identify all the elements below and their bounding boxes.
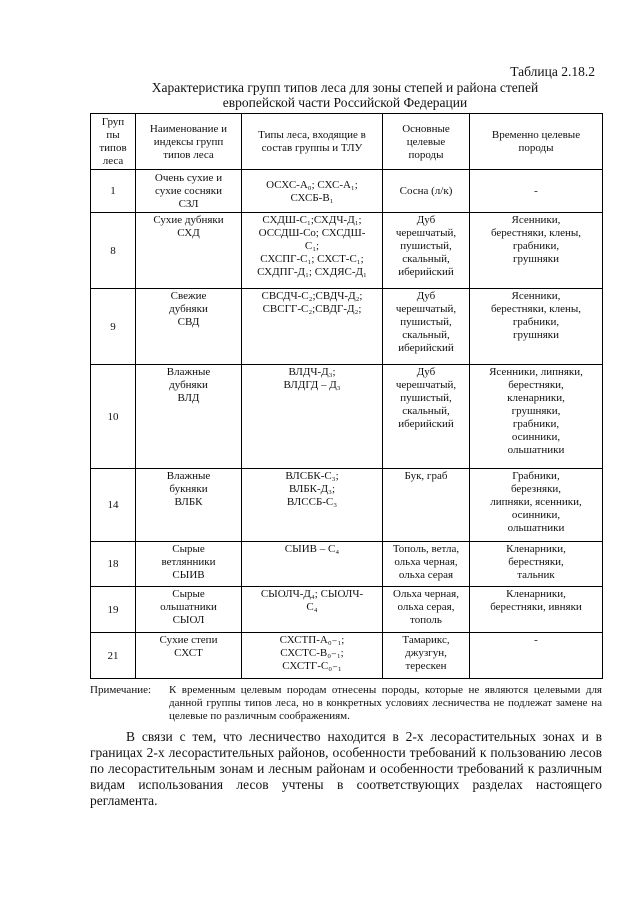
cell-line: Кленарники, [506,588,566,600]
cell-main [383,469,470,542]
cell-line: СХСБ-В₁ [290,191,334,204]
cell-line: - [534,185,538,197]
cell-line: СХСТ [174,647,203,659]
table-row [91,587,603,633]
cell-line: СВД [177,316,200,328]
cell-name [136,170,242,213]
cell-line: Очень сухие и [154,172,223,184]
cell-name [136,365,242,469]
column-header-line: Наименование и [149,122,228,135]
cell-temp [470,289,603,365]
cell-line: иберийский [398,418,454,430]
cell-temp [470,365,603,469]
cell-line: терескен [405,660,447,672]
cell-line: С₁; [304,240,320,252]
cell-line: Тамарикс, [402,634,450,646]
cell-line: ВЛДГД – Д₃ [283,379,341,391]
cell-types [242,289,383,365]
cell-line: СЫИВ – С₄ [284,543,340,555]
cell-main [383,170,470,213]
cell-num: 8 [91,213,136,289]
cell-name [136,469,242,542]
cell-line: букняки [169,483,208,495]
cell-line: СХСТС-В₀₋₁; [280,647,344,659]
note-label: Примечание: [90,684,152,696]
table-header-row [91,114,603,170]
table-row [91,365,603,469]
column-header-line: породы [518,142,554,154]
note-text: К временным целевым породам отнесены породы, которые не являются целевыми для данной группы типов леса, но в конкретных условиях лесничества не подлежат замене на целевые по различным соображениям. [169,684,602,722]
table-row [91,170,603,213]
cell-line: Ясенники, [511,290,561,302]
column-header-line: Типы леса, входящие в [258,129,366,141]
cell-main [383,633,470,679]
cell-line: осинники, [511,509,561,521]
cell-name [136,633,242,679]
cell-num: 1 [91,170,136,213]
table-row [91,213,603,289]
cell-line: СХДПГ-Д₁; СХДЯС-Д₁ [257,266,367,278]
cell-line: грабники, [512,316,560,328]
cell-line: пушистый, [400,392,452,404]
cell-line: Грабники, [512,470,560,482]
cell-main [383,213,470,289]
column-header [136,114,242,170]
cell-line: Кленарники, [506,543,566,555]
cell-line: грушняки, [511,405,561,417]
cell-line: берестняки, клены, [490,227,582,239]
cell-line: СЫИВ [172,569,205,581]
table-title-line: европейской части Российской Федерации [222,95,468,110]
cell-types [242,170,383,213]
cell-line: СВСДЧ-С₂;СВДЧ-Д₂; [261,290,363,302]
table-number: Таблица 2.18.2 [510,64,595,79]
table-row [91,289,603,365]
cell-line: скальный, [402,329,450,341]
cell-num: 19 [91,587,136,633]
cell-line: ветлянники [161,556,216,568]
cell-line: черешчатый, [395,303,457,315]
cell-line: джузгун, [405,647,447,659]
cell-line: пушистый, [400,240,452,252]
cell-types [242,542,383,587]
table-row [91,469,603,542]
cell-line: дубняки [169,379,208,391]
cell-name [136,542,242,587]
cell-line: Сухие степи [159,634,218,646]
column-header [242,114,383,170]
cell-main [383,289,470,365]
column-header-line: целевые [406,135,446,148]
table-row [91,542,603,587]
cell-line: СХСТГ-С₀₋₁ [282,660,342,672]
cell-line: СЫОЛЧ-Д₄; СЫОЛЧ- [260,588,364,600]
cell-line: пушистый, [400,316,452,328]
cell-line: тополь [410,614,442,626]
cell-types [242,213,383,289]
cell-line: ВЛДЧ-Д₃; [288,366,336,378]
cell-line: ВЛД [177,392,200,404]
cell-line: скальный, [402,405,450,417]
cell-line: Сырые [172,588,205,600]
cell-num: 14 [91,469,136,542]
cell-line: грушняки [512,329,559,341]
cell-line: СХД [177,227,200,239]
column-header [470,114,603,170]
cell-line: ольха черная, [394,556,458,568]
column-header-line: Временно целевые [491,129,581,141]
cell-main [383,587,470,633]
cell-num: 18 [91,542,136,587]
column-header-line: состав группы и ТЛУ [261,142,363,154]
cell-line: сухие сосняки [155,185,222,197]
cell-temp [470,542,603,587]
cell-line: Дуб [416,366,436,378]
cell-line: - [534,634,538,646]
cell-name [136,587,242,633]
cell-name [136,213,242,289]
cell-temp [470,587,603,633]
cell-line: грушняки [512,253,559,265]
cell-line: грабники, [512,240,560,252]
cell-line: липняки, ясенники, [490,496,582,508]
column-header-line: индексы групп [153,135,224,148]
cell-temp [470,469,603,542]
column-header-line: породы [408,148,444,161]
cell-line: кленарники, [507,392,565,404]
cell-line: Тополь, ветла, [392,543,460,555]
cell-line: Влажные [166,470,211,482]
cell-line: Свежие [170,290,207,302]
column-header-line: Груп [101,116,125,128]
cell-line: ольшатники [507,522,565,534]
column-header-line: типов [99,142,127,154]
cell-types [242,469,383,542]
table-row [91,633,603,679]
cell-line: Дуб [416,290,436,302]
cell-line: грабники, [512,418,560,430]
cell-temp [470,633,603,679]
cell-line: Ясенники, [511,214,561,226]
cell-line: ольшатники [507,444,565,456]
cell-line: Влажные [166,366,211,378]
column-header [91,114,136,170]
cell-main [383,542,470,587]
cell-line: ОСХС-А₀; СХС-А₁; [266,178,358,191]
cell-line: ВЛССБ-С₃ [286,496,338,508]
cell-temp [470,170,603,213]
cell-line: иберийский [398,342,454,354]
cell-num: 21 [91,633,136,679]
cell-num: 10 [91,365,136,469]
cell-line: Сырые [172,543,205,555]
cell-line: берестняки, клены, [490,303,582,315]
cell-line: березняки, [510,483,562,495]
cell-name [136,289,242,365]
cell-line: СХСТП-А₀₋₁; [279,634,345,646]
cell-line: дубняки [169,303,208,315]
cell-line: берестняки, [508,379,564,391]
cell-line: ВЛБК [174,496,203,508]
cell-line: берестняки, ивняки [490,601,582,613]
column-header-line: типов леса [163,148,214,161]
cell-line: ВЛСБК-С₃; [285,470,339,482]
cell-line: тальник [517,569,555,581]
cell-line: СВСГГ-С₂;СВДГ-Д₂; [262,303,362,315]
cell-line: Ольха черная, [393,588,459,600]
cell-line: Дуб [416,214,436,226]
cell-line: ольха серая [398,569,454,581]
column-header [383,114,470,170]
cell-main [383,365,470,469]
table-title [90,80,600,110]
cell-line: ВЛБК-Д₃; [288,483,336,495]
cell-line: Ясенники, липняки, [489,366,583,378]
cell-types [242,365,383,469]
cell-types [242,587,383,633]
cell-line: берестняки, [508,556,564,568]
cell-temp [470,213,603,289]
cell-line: С₄ [306,601,318,613]
cell-line: СЫОЛ [172,614,205,626]
table-title-line: Характеристика групп типов леса для зоны степей и района степей [151,80,539,95]
cell-line: Бук, граб [404,470,448,482]
cell-line: скальный, [402,253,450,265]
cell-line: ольха серая, [397,601,455,613]
cell-line: СХСПГ-С₁; СХСТ-С₁; [260,253,364,265]
cell-line: черешчатый, [395,227,457,239]
cell-line: ольшатники [160,601,217,613]
cell-line: Сухие дубняки [153,214,224,226]
cell-types [242,633,383,679]
body-paragraph: В связи с тем, что лесничество находится в 2-х лесорастительных зонах и в границах 2-х лесорастительных районов, особенности требований к пользованию лесов по лесорастительным зонам и лесным районам и особенности требований к различным видам использования лесов учтены в соответствующих разделах настоящего регламента. [90,729,602,808]
cell-line: Сосна (л/к) [399,185,453,197]
cell-line: черешчатый, [395,379,457,391]
column-header-line: Основные [402,122,450,135]
table-note [90,684,602,723]
cell-line: СХДШ-С₁;СХДЧ-Д₁; [262,214,362,226]
cell-line: СЗЛ [178,198,199,210]
cell-num: 9 [91,289,136,365]
cell-line: ОССДШ-Со; СХСДШ- [258,227,366,239]
column-header-line: леса [102,155,124,167]
cell-line: осинники, [511,431,561,443]
cell-line: иберийский [398,266,454,278]
forest-types-table [90,113,603,679]
column-header-line: пы [106,129,120,141]
